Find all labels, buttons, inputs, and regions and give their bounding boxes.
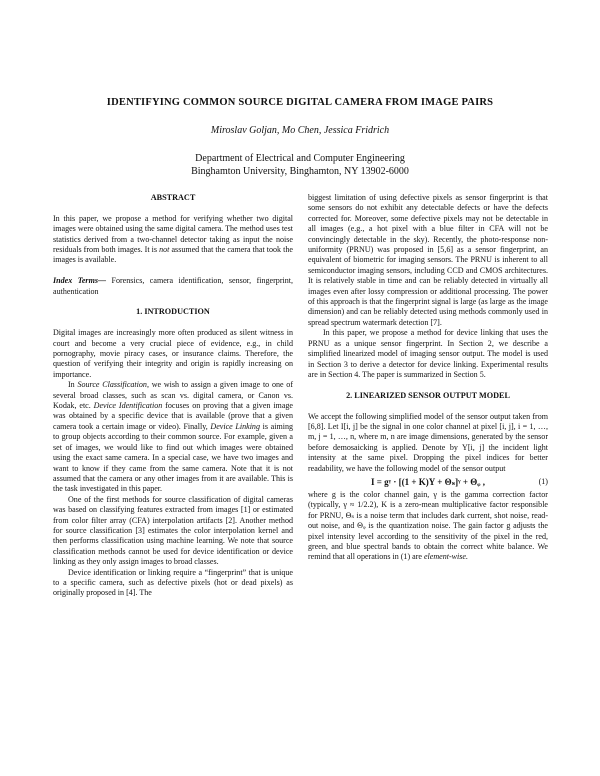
intro-p2-text-c: focuses on proving that a given image was obtained by a specific device that is available (prove that a given camera took a certain image or video). Finally,	[53, 401, 293, 431]
term-source-classification: Source Classification	[77, 380, 147, 390]
affiliation-line-1: Department of Electrical and Computer Engineering	[195, 153, 405, 164]
right-paragraph-1: biggest limitation of using defective pixels as sensor fingerprint is that some sensors do not exhibit any detectable defects or have the defects corrected for. Moreover, some defective pixels may not be detectable in all images (e.g., a hot pixel with a blue filter in CFA will not be convincingly detectable in the sky). Recently, the photo-response non-uniformity (PRNU) was proposed in [5,6] as a sensor fingerprint, an equivalent of biometric for imaging sensors. The PRNU is inherent to all semiconductor imaging sensors, including CCD and CMOS architectures. It is relatively stable in time and can be reliably detected in virtually all images even after lossy compression or additional processing. The power of this approach is that the fingerprint signal is large (as large as the image dimension) and can be reliably detected using methods commonly used in spread spectrum watermark detection [7].	[308, 193, 548, 327]
affiliation-line-2: Binghamton University, Binghamton, NY 13902-6000	[191, 166, 409, 177]
term-device-identification: Device Identification	[93, 401, 163, 411]
abstract-emphasis: not	[159, 245, 170, 255]
intro-heading: 1. INTRODUCTION	[136, 307, 210, 317]
abstract-body-end: assumed that the camera that took the images is available.	[53, 245, 293, 265]
equation-number: (1)	[538, 476, 548, 486]
section2-paragraph-2	[308, 490, 548, 563]
section2-paragraph-1: We accept the following simplified model of the sensor output taken from [6,8]. Let I[i, j] be the signal in one color channel at pixel [i, j], i = 1, …, m, j = 1, …, n, where m, n are image dimensions, generated by the sensor before demosaicking is applied. Denote by Y[i, j] the incident light intensity at the same pixel. Dropping the pixel indices for better readability, we have the following model of the sensor output	[308, 411, 548, 473]
paper-title: IDENTIFYING COMMON SOURCE DIGITAL CAMERA FROM IMAGE PAIRS	[106, 97, 494, 108]
left-column	[53, 193, 293, 599]
section2-heading: 2. LINEARIZED SENSOR OUTPUT MODEL	[346, 390, 510, 400]
paper-authors: Miroslav Goljan, Mo Chen, Jessica Fridrich	[210, 125, 390, 136]
abstract-heading: ABSTRACT	[150, 193, 196, 202]
intro-p2-text-d: is aiming to group objects according to their common source. For example, given a set of images, we would like to find out which images were obtained using the exact same camera. In a special case, we have two images and want to know if they came from the same camera. Note that it is not assumed that the camera or any other images from it are available. This is the task investigated in this paper.	[53, 421, 294, 494]
section2-p2-text: where g is the color channel gain, γ is the gamma correction factor (typically, γ ≈ 1/2.2), K is a zero-mean multiplicative factor responsible for PRNU, Θₛ is a noise term that includes dark current, shot noise, read-out noise, and Θᵩ is the quantization noise. The gain factor g adjusts the pixel intensity level according to the sensitivity of the pixel in the red, green, and blue spectral bands to obtain the correct white balance. We remind that all operations in (1) are	[308, 489, 548, 562]
right-paragraph-2: In this paper, we propose a method for device linking that uses the PRNU as a unique sensor fingerprint. In Section 2, we describe a simplified linearized model of imaging sensor output. The model is used in Section 3 to derive a detector for device linking. Experimental results are in Section 4. The paper is summarized in Section 5.	[308, 328, 548, 379]
term-device-linking: Device Linking	[210, 421, 260, 431]
affiliation	[60, 152, 540, 178]
index-terms-text: Forensics, camera identification, sensor, fingerprint, authentication	[53, 276, 294, 296]
abstract-text	[53, 214, 293, 266]
intro-paragraph-1: Digital images are increasingly more often produced as silent witness in court and become a very crucial piece of evidence, e.g., in child pornography, movie piracy cases, or insurance claims. Therefore, the question of verifying their integrity and origin is rapidly increasing on importance.	[53, 328, 293, 379]
equation-body: I = gᵞ · [(1 + K)Y + Θₛ]ᵞ + Θᵩ ,	[371, 476, 485, 487]
intro-paragraph-3: One of the first methods for source classification of digital cameras was based on classifying features extracted from images [1] or estimated from color filter array (CFA) interpolation artifacts [2]. Another method for source classification [3] estimates the color interpolation kernel and then performs classification using machine learning. We note that source classification methods cannot be used for device identification or device linking as they only assign images to broad classes.	[53, 494, 293, 567]
right-column	[308, 193, 548, 563]
intro-paragraph-4: Device identification or linking require a “fingerprint” that is unique to a specific camera, such as defective pixels (hot or dead pixels) as originally proposed in [4]. The	[53, 567, 293, 598]
intro-p2-text-a: In	[68, 380, 75, 390]
index-terms-label: Index Terms—	[53, 276, 107, 286]
intro-p2-text-b: , we wish to assign a given image to one of several broad classes, such as scan vs. digital camera, or Canon vs. Kodak, etc.	[53, 380, 293, 411]
index-terms	[53, 276, 293, 297]
intro-paragraph-2	[53, 380, 293, 494]
equation-1	[308, 474, 548, 490]
abstract-body: In this paper, we propose a method for verifying whether two digital images were obtained using the same digital camera. The method uses test statistics derived from a two-channel detector taking as input the noise residuals from both images. It is	[53, 213, 293, 255]
section2-p2-emphasis: element-wise.	[423, 552, 469, 562]
